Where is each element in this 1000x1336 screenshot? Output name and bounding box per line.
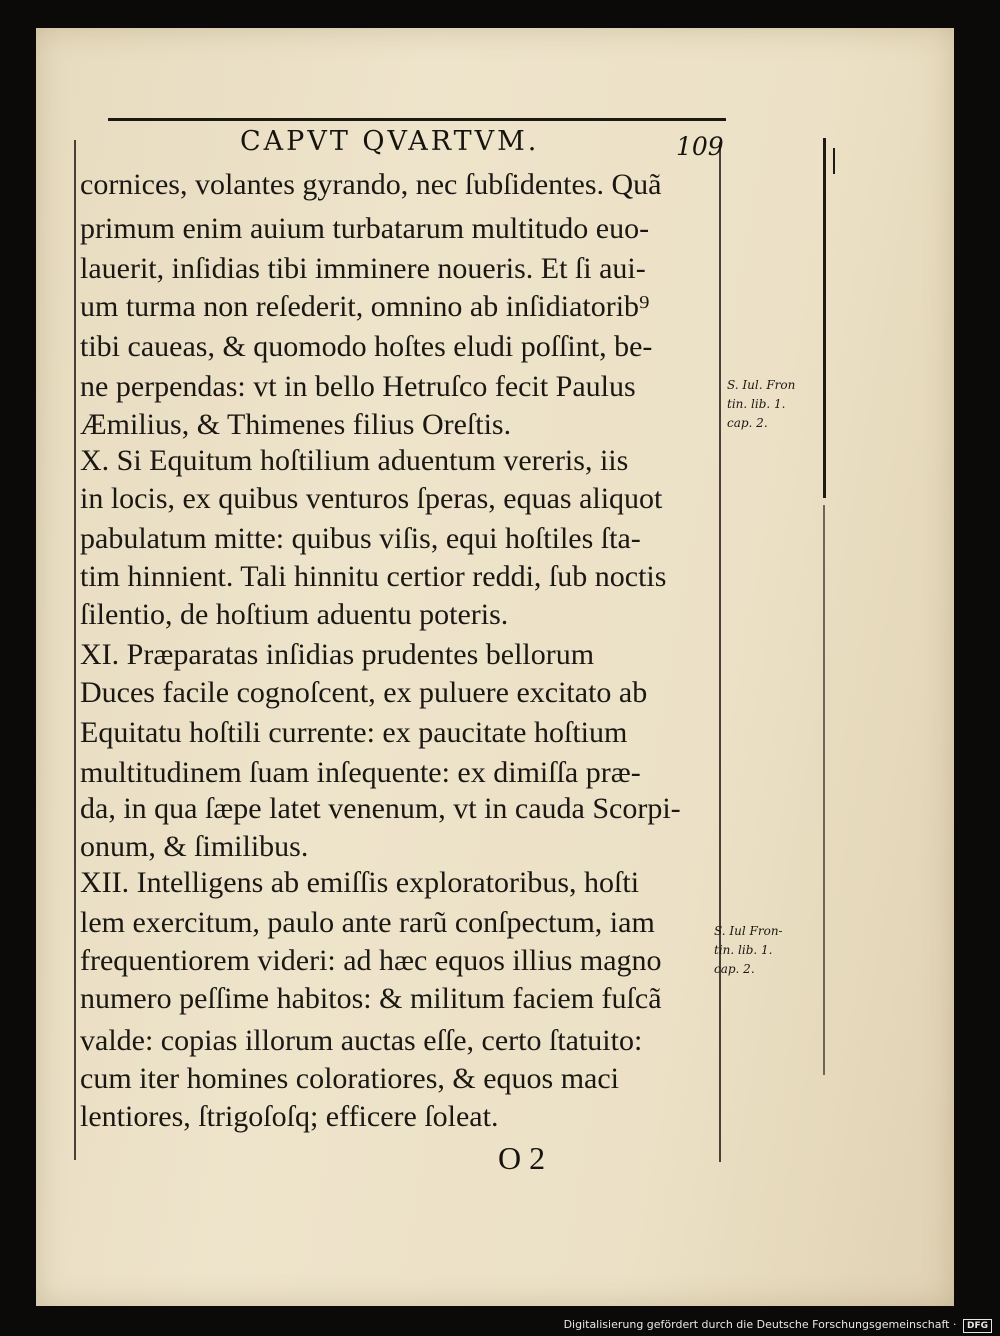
margin-note-line: S. Iul Fron- <box>714 924 783 938</box>
margin-note-frontinus <box>727 376 795 433</box>
text-line: ne perpendas: vt in bello Hetruſco fecit Paulus <box>80 370 636 403</box>
text-line: Duces facile cognoſcent, ex puluere excitato ab <box>80 676 648 709</box>
text-line: da, in qua ſæpe latet venenum, vt in cauda Scorpi- <box>80 792 681 825</box>
section-xi-line: XI. Præparatas inſidias prudentes bellorum <box>80 638 595 671</box>
text-line: ſilentio, de hoſtium aduentu poteris. <box>80 598 509 631</box>
section-xii-line: XII. Intelligens ab emiſſis exploratoribus, hoſti <box>80 866 640 899</box>
text-line: frequentiorem videri: ad hæc equos illius magno <box>80 944 662 977</box>
text-line: tim hinnient. Tali hinnitu certior reddi, ſub noctis <box>80 560 667 593</box>
text-line: in locis, ex quibus venturos ſperas, equas aliquot <box>80 482 663 515</box>
text-line: um turma non reſederit, omnino ab inſidiatorib⁹ <box>80 290 650 323</box>
right-text-rule <box>719 142 721 1162</box>
margin-note-line: tin. lib. 1. <box>714 943 773 957</box>
funding-credit-text: Digitalisierung gefördert durch die Deutsche Forschungsgemeinschaft · <box>563 1318 957 1331</box>
text-line: multitudinem ſuam inſequente: ex dimiſſa præ- <box>80 756 641 789</box>
signature-mark: O 2 <box>498 1140 546 1176</box>
text-line: lentiores, ſtrigoſoſq; efficere ſoleat. <box>80 1100 499 1133</box>
text-line: cum iter homines coloratiores, & equos maci <box>80 1062 620 1095</box>
text-line: lem exercitum, paulo ante rarũ conſpectum, iam <box>80 906 655 939</box>
text-line: tibi caueas, & quomodo hoſtes eludi poſſint, be- <box>80 330 653 363</box>
text-line: cornices, volantes gyrando, nec ſubſidentes. Quã <box>80 168 662 201</box>
page-edge-mark <box>833 148 835 174</box>
dfg-logo: DFG <box>963 1319 992 1333</box>
margin-note-line: cap. 2. <box>714 962 755 976</box>
page-edge-mark <box>823 505 825 1075</box>
text-line: onum, & ſimilibus. <box>80 830 309 863</box>
margin-note-frontinus <box>714 922 783 979</box>
text-line: primum enim auium turbatarum multitudo euo- <box>80 212 650 245</box>
funding-credit <box>564 1318 992 1333</box>
text-line: valde: copias illorum auctas eſſe, certo ſtatuito: <box>80 1024 643 1057</box>
page-number: 109 <box>676 132 724 161</box>
margin-note-line: S. Iul. Fron <box>727 378 796 392</box>
margin-note-line: cap. 2. <box>727 416 768 430</box>
text-line: Equitatu hoſtili currente: ex paucitate hoſtium <box>80 716 628 749</box>
text-line: Æmilius, & Thimenes filius Oreſtis. <box>80 408 512 441</box>
text-line: pabulatum mitte: quibus viſis, equi hoſtiles ſta- <box>80 522 641 555</box>
left-text-rule <box>74 140 76 1160</box>
margin-note-line: tin. lib. 1. <box>727 397 786 411</box>
page-edge-mark <box>823 138 826 498</box>
text-line: lauerit, inſidias tibi imminere noueris. Et ſi aui- <box>80 252 646 285</box>
text-line: numero peſſime habitos: & militum faciem fuſcã <box>80 982 662 1015</box>
header-rule <box>108 118 726 121</box>
running-head: CAPVT QVARTVM. <box>240 126 540 157</box>
section-x-line: X. Si Equitum hoſtilium aduentum vereris, iis <box>80 444 629 477</box>
